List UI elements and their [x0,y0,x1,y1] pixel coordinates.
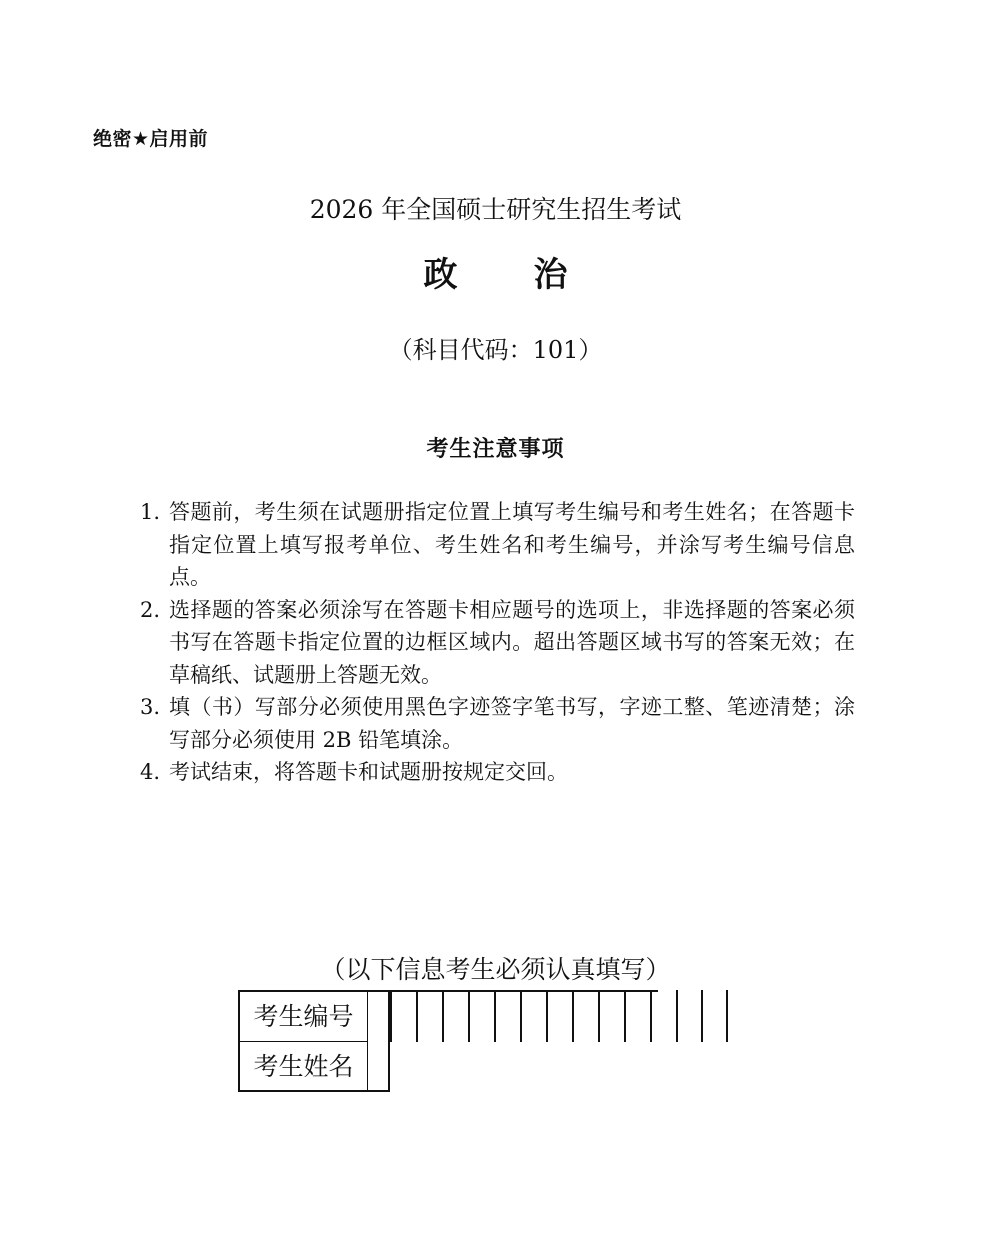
cell-top-border [390,990,658,992]
digit-cell-divider [520,990,522,1042]
digit-cell-divider [442,990,444,1042]
subject-code: （科目代码：101） [388,336,603,364]
notice-item-number: 2. [140,597,161,622]
notice-heading: 考生注意事项 [426,437,565,462]
digit-cell-divider [598,990,600,1042]
digit-cell-divider [650,990,652,1042]
digit-cell-divider [676,990,678,1042]
candidate-number-field[interactable] [390,990,730,1042]
confidential-label: 绝密★启用前 [93,128,209,150]
notice-item-number: 3. [140,695,161,719]
subject-char-2: 治 [533,255,568,295]
digit-cell-divider [546,990,548,1042]
notice-item-number: 1. [140,500,161,524]
candidate-info-table [238,990,390,1092]
digit-cell-divider [624,990,626,1042]
digit-cell-divider [494,990,496,1042]
exam-title: 2026 年全国硕士研究生招生考试 [309,195,682,224]
candidate-info-caption: （以下信息考生必须认真填写） [320,955,671,984]
subject-title [0,247,991,296]
notice-item [140,594,855,692]
candidate-number-label: 考生编号 [240,992,368,1042]
digit-cell-divider [572,990,574,1042]
notice-list [140,496,855,789]
notice-item-text: 填（书）写部分必须使用黑色字迹签字笔书写，字迹工整、笔迹清楚；涂写部分必须使用 2B 铅笔填涂。 [169,695,855,752]
notice-item-text: 答题前，考生须在试题册指定位置上填写考生编号和考生姓名；在答题卡指定位置上填写报考单位、考生姓名和考生编号，并涂写考生编号信息点。 [169,500,855,589]
digit-cell-divider [468,990,470,1042]
notice-item [140,756,855,789]
notice-item-text: 考试结束，将答题卡和试题册按规定交回。 [169,760,568,784]
digit-cell-divider [726,990,728,1042]
digit-cell-divider [390,990,392,1042]
notice-item-number: 4. [140,760,161,784]
digit-cell-divider [701,990,703,1042]
digit-cell-divider [416,990,418,1042]
candidate-name-label: 考生姓名 [240,1042,368,1092]
notice-item [140,496,855,594]
subject-char-1: 政 [423,255,458,295]
notice-item-text: 选择题的答案必须涂写在答题卡相应题号的选项上，非选择题的答案必须书写在答题卡指定位置的边框区域内。超出答题区域书写的答案无效；在草稿纸、试题册上答题无效。 [169,597,855,687]
notice-item [140,691,855,756]
